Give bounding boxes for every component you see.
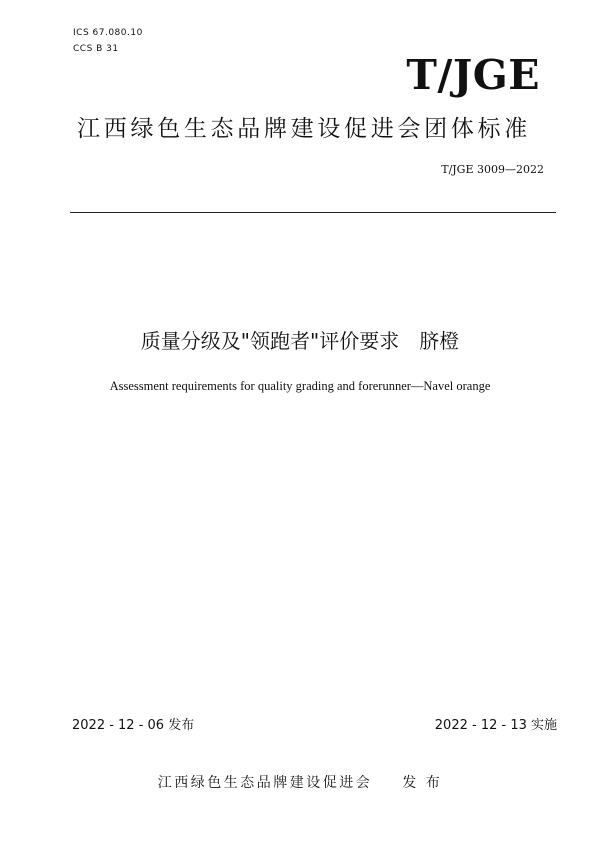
standard-code-logo: T/JGE [406, 51, 540, 99]
ccs-code: CCS B 31 [73, 44, 119, 54]
issue-date: 2022 - 12 - 06 发布 [72, 718, 195, 733]
publisher-name: 江西绿色生态品牌建设促进会 [157, 775, 373, 791]
publisher-line [0, 773, 600, 793]
implementation-date: 2022 - 12 - 13 实施 [434, 718, 557, 733]
document-title-english: Assessment requirements for quality grading and forerunner—Navel orange [109, 379, 491, 393]
standard-number: T/JGE 3009—2022 [441, 163, 544, 176]
ics-code: ICS 67.080.10 [73, 28, 143, 38]
organization-standard-title: 江西绿色生态品牌建设促进会团体标准 [77, 116, 531, 142]
publisher-action: 发 布 [402, 775, 443, 791]
document-title-chinese: 质量分级及"领跑者"评价要求 脐橙 [140, 329, 460, 353]
header-divider [70, 212, 556, 213]
